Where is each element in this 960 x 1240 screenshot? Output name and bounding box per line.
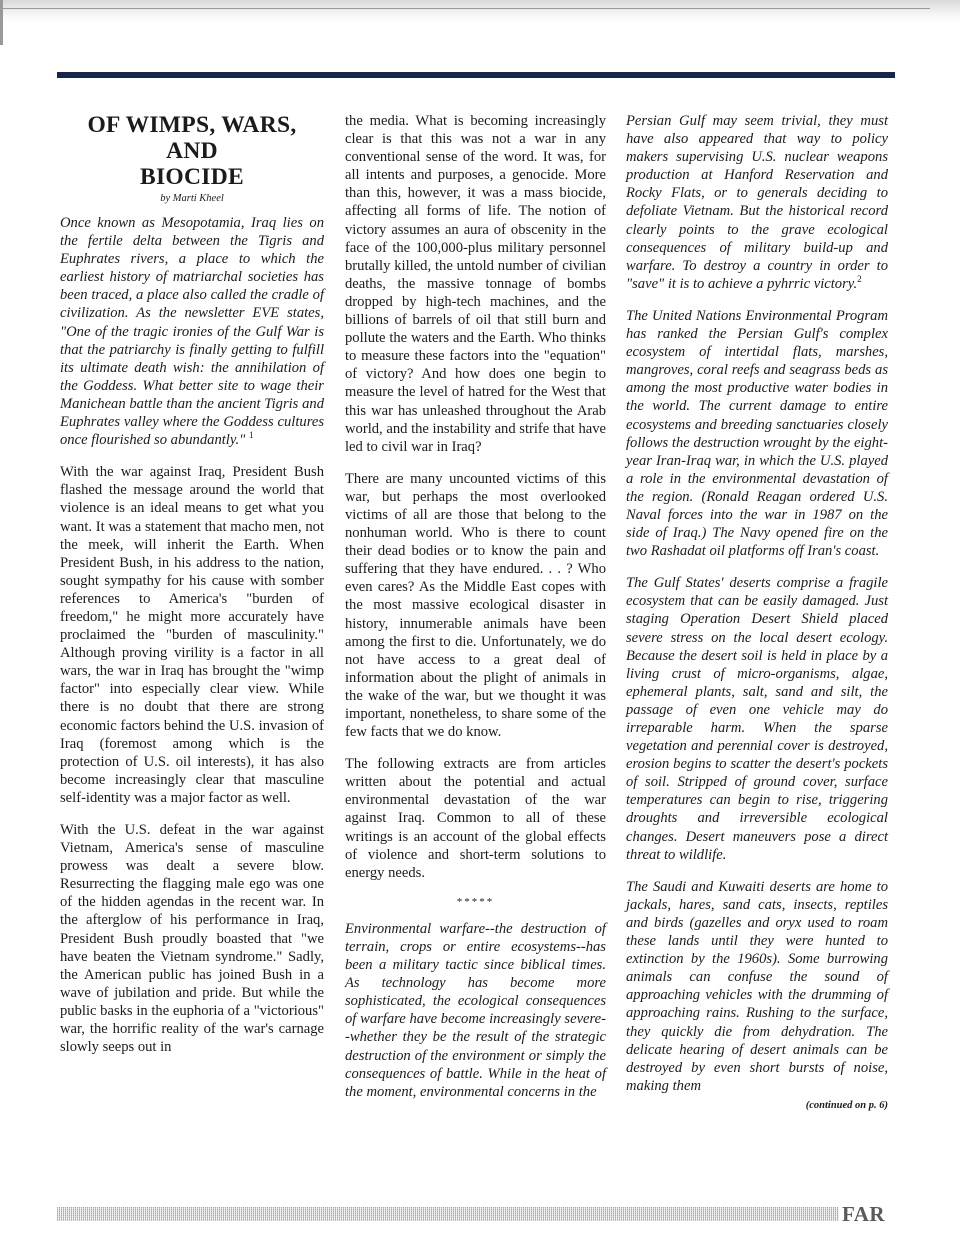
footnote-marker-2: 2	[857, 273, 862, 284]
page-left-edge	[0, 0, 3, 45]
body-paragraph: With the war against Iraq, President Bush flashed the message around the world that violence is an ideal means to get what you want. It was a statement that macho men, not the meek, will inherit the Earth. When President Bush, in his address to the nation, sought sympathy for his cause with somber references to America's "burden of freedom," he might more accurately have proclaimed the "burden of masculinity." Although proving virility is a factor in all wars, the war in Iraq has brought the "wimp factor" into especially clear view. While there is no doubt that there are strong economic factors behind the U.S. invasion of Iraq (foremost among which is the protection of U.S. oil interests), it has also become increasingly clear that masculine self-identity was a major factor as well.	[60, 464, 324, 806]
extract-paragraph: The Saudi and Kuwaiti deserts are home to jackals, hares, sand cats, insects, reptiles and birds (gazelles and oryx used to roam these lands until they were hunted to extinction by the 1960s). Some burrowing animals can confuse the sound of approaching vehicles with the drumming of approaching rains. Rushing to the surface, they quickly die from dehydration. The delicate hearing of desert animals can be destroyed by even short bursts of noise, making them	[626, 878, 888, 1094]
extract-paragraph: The Gulf States' deserts comprise a fragile ecosystem that can be easily damaged. Just staging Operation Desert Shield placed severe stress on the local desert ecology. Because the desert soil is held in place by a living crust of micro-organisms, algae, ephemeral plants, salt, sand and silt, the passage of even one vehicle may do irreparable harm. When the sparse vegetation and perennial cover is destroyed, erosion begins to scatter the desert's pockets of soil. Stripped of ground cover, surface temperatures can begin to rise, triggering droughts and irreversible ecological changes. Desert maneuvers pose a direct threat to wildlife.	[626, 575, 888, 863]
footer-bar	[57, 1207, 839, 1221]
page-top-edge	[0, 8, 930, 9]
intro-text: Once known as Mesopotamia, Iraq lies on the fertile delta between the Tigris and Euphrates rivers, a place to which the earliest history of matriarchal societies has been traced, a place also called the cradle of civilization. As the newsletter EVE states, "One of the tragic ironies of the Gulf War is that the patriarchy is finally getting to fulfill its ultimate death wish: the annihilation of the Goddess. What better site to wage their Manichean battle than the ancient Tigris and Euphrates valley where the Goddess cultures once flourished so abundantly."	[60, 215, 324, 449]
section-separator: *****	[456, 895, 495, 908]
title-line-1: OF WIMPS, WARS,	[87, 112, 297, 138]
column-2	[345, 112, 606, 1115]
body-paragraph: There are many uncounted victims of this war, but perhaps the most overlooked victims of all are those that belong to the nonhuman world. Who is there to count their dead bodies or to know the pain and suffering that they have endured. . . ? Who even cares? As the Middle East copes with the most massive ecological disaster in history, innumerable animals have been among the first to die. Unfortunately, we do not have access to a great deal of information about the plight of animals in the wake of the war, but we thought it was important, nonetheless, to share some of the few facts that we do know.	[345, 470, 606, 741]
extract-paragraph: The United Nations Environmental Program has ranked the Persian Gulf's complex ecosystem of intertidal flats, marshes, mangroves, coral reefs and seagrass beds as among the most productive water bodies in the world. The current damage to entire ecosystems and breeding sanctuaries closely follows the destruction wrought by the eight-year Iran-Iraq war, in which the U.S. played a role in the environmental devastation of the region. (Ronald Reagan ordered U.S. Naval forces into the war in 1987 on the side of Iraq.) The Navy opened fire on the two Rashadat oil platforms off Iran's coast.	[626, 307, 888, 560]
title-line-3: BIOCIDE	[140, 164, 244, 190]
extract-paragraph	[626, 112, 888, 293]
byline: by Marti Kheel	[160, 193, 224, 204]
column-3	[626, 112, 888, 1112]
column-1	[60, 112, 324, 1070]
title-line-2: AND	[166, 138, 218, 164]
extract-paragraph: Environmental warfare--the destruction of terrain, crops or entire ecosystems--has been a military tactic since biblical times. As technology has become more sophisticated, the ecological consequences of warfare have become increasingly severe--whether they be the result of the strategic destruction of the environment or simply the consequences of battle. While in the heat of the moment, environmental concerns in the	[345, 920, 606, 1100]
body-paragraph: The following extracts are from articles written about the potential and actual environmental devastation of the war against Iraq. Common to all of these writings is an account of the global effects of violence and short-term solutions to energy needs.	[345, 756, 606, 881]
publication-mark: FAR	[842, 1202, 886, 1226]
body-paragraph: the media. What is becoming increasingly clear is that this was not a war in any conventional sense of the word. It was, for all intents and purposes, a genocide. More than this, however, it was a mass biocide, affecting all forms of life. The notion of victory assumes an aura of obscenity in the face of the 100,000-plus military personnel brutally killed, the untold number of civilian deaths, the massive tonnage of bombs dropped by high-tech machines, and the billions of barrels of oil that still burn and pollute the waters and the Earth. Who thinks to measure these factors into the "equation" of victory? And how does one begin to measure the level of hatred for the West that this war has unleashed throughout the Arab world, and the instability and strife that have led to civil war in Iraq?	[345, 113, 606, 455]
intro-paragraph	[60, 214, 324, 449]
body-paragraph: With the U.S. defeat in the war against Vietnam, America's sense of masculine prowess was dealt a severe blow. Resurrecting the flagging male ego was one of the hidden agendas in the recent war. In the afterglow of his performance in Iraq, President Bush proudly boasted that "we have beaten the Vietnam syndrome." Sadly, the American public has joined Bush in a wave of jubilation and pride. But while the public basks in the euphoria of a "victorious" war, the horrific reality of the war's carnage slowly seeps out in	[60, 822, 324, 1056]
header-rule	[57, 72, 895, 78]
extract-text: Persian Gulf may seem trivial, they must have also appeared that way to policy makers supervising U.S. nuclear weapons production at Hanford Reservation and Rocky Flats, or to generals deciding to defoliate Vietnam. But the historical record clearly points to the grave ecological consequences of military build-up and warfare. To destroy a country in order to "save" it is to achieve a pyhrric victory.	[626, 113, 888, 292]
continued-note: (continued on p. 6)	[805, 1099, 888, 1111]
article-title	[60, 112, 324, 190]
page-top-shadow	[0, 0, 960, 22]
footnote-marker-1: 1	[248, 430, 254, 441]
